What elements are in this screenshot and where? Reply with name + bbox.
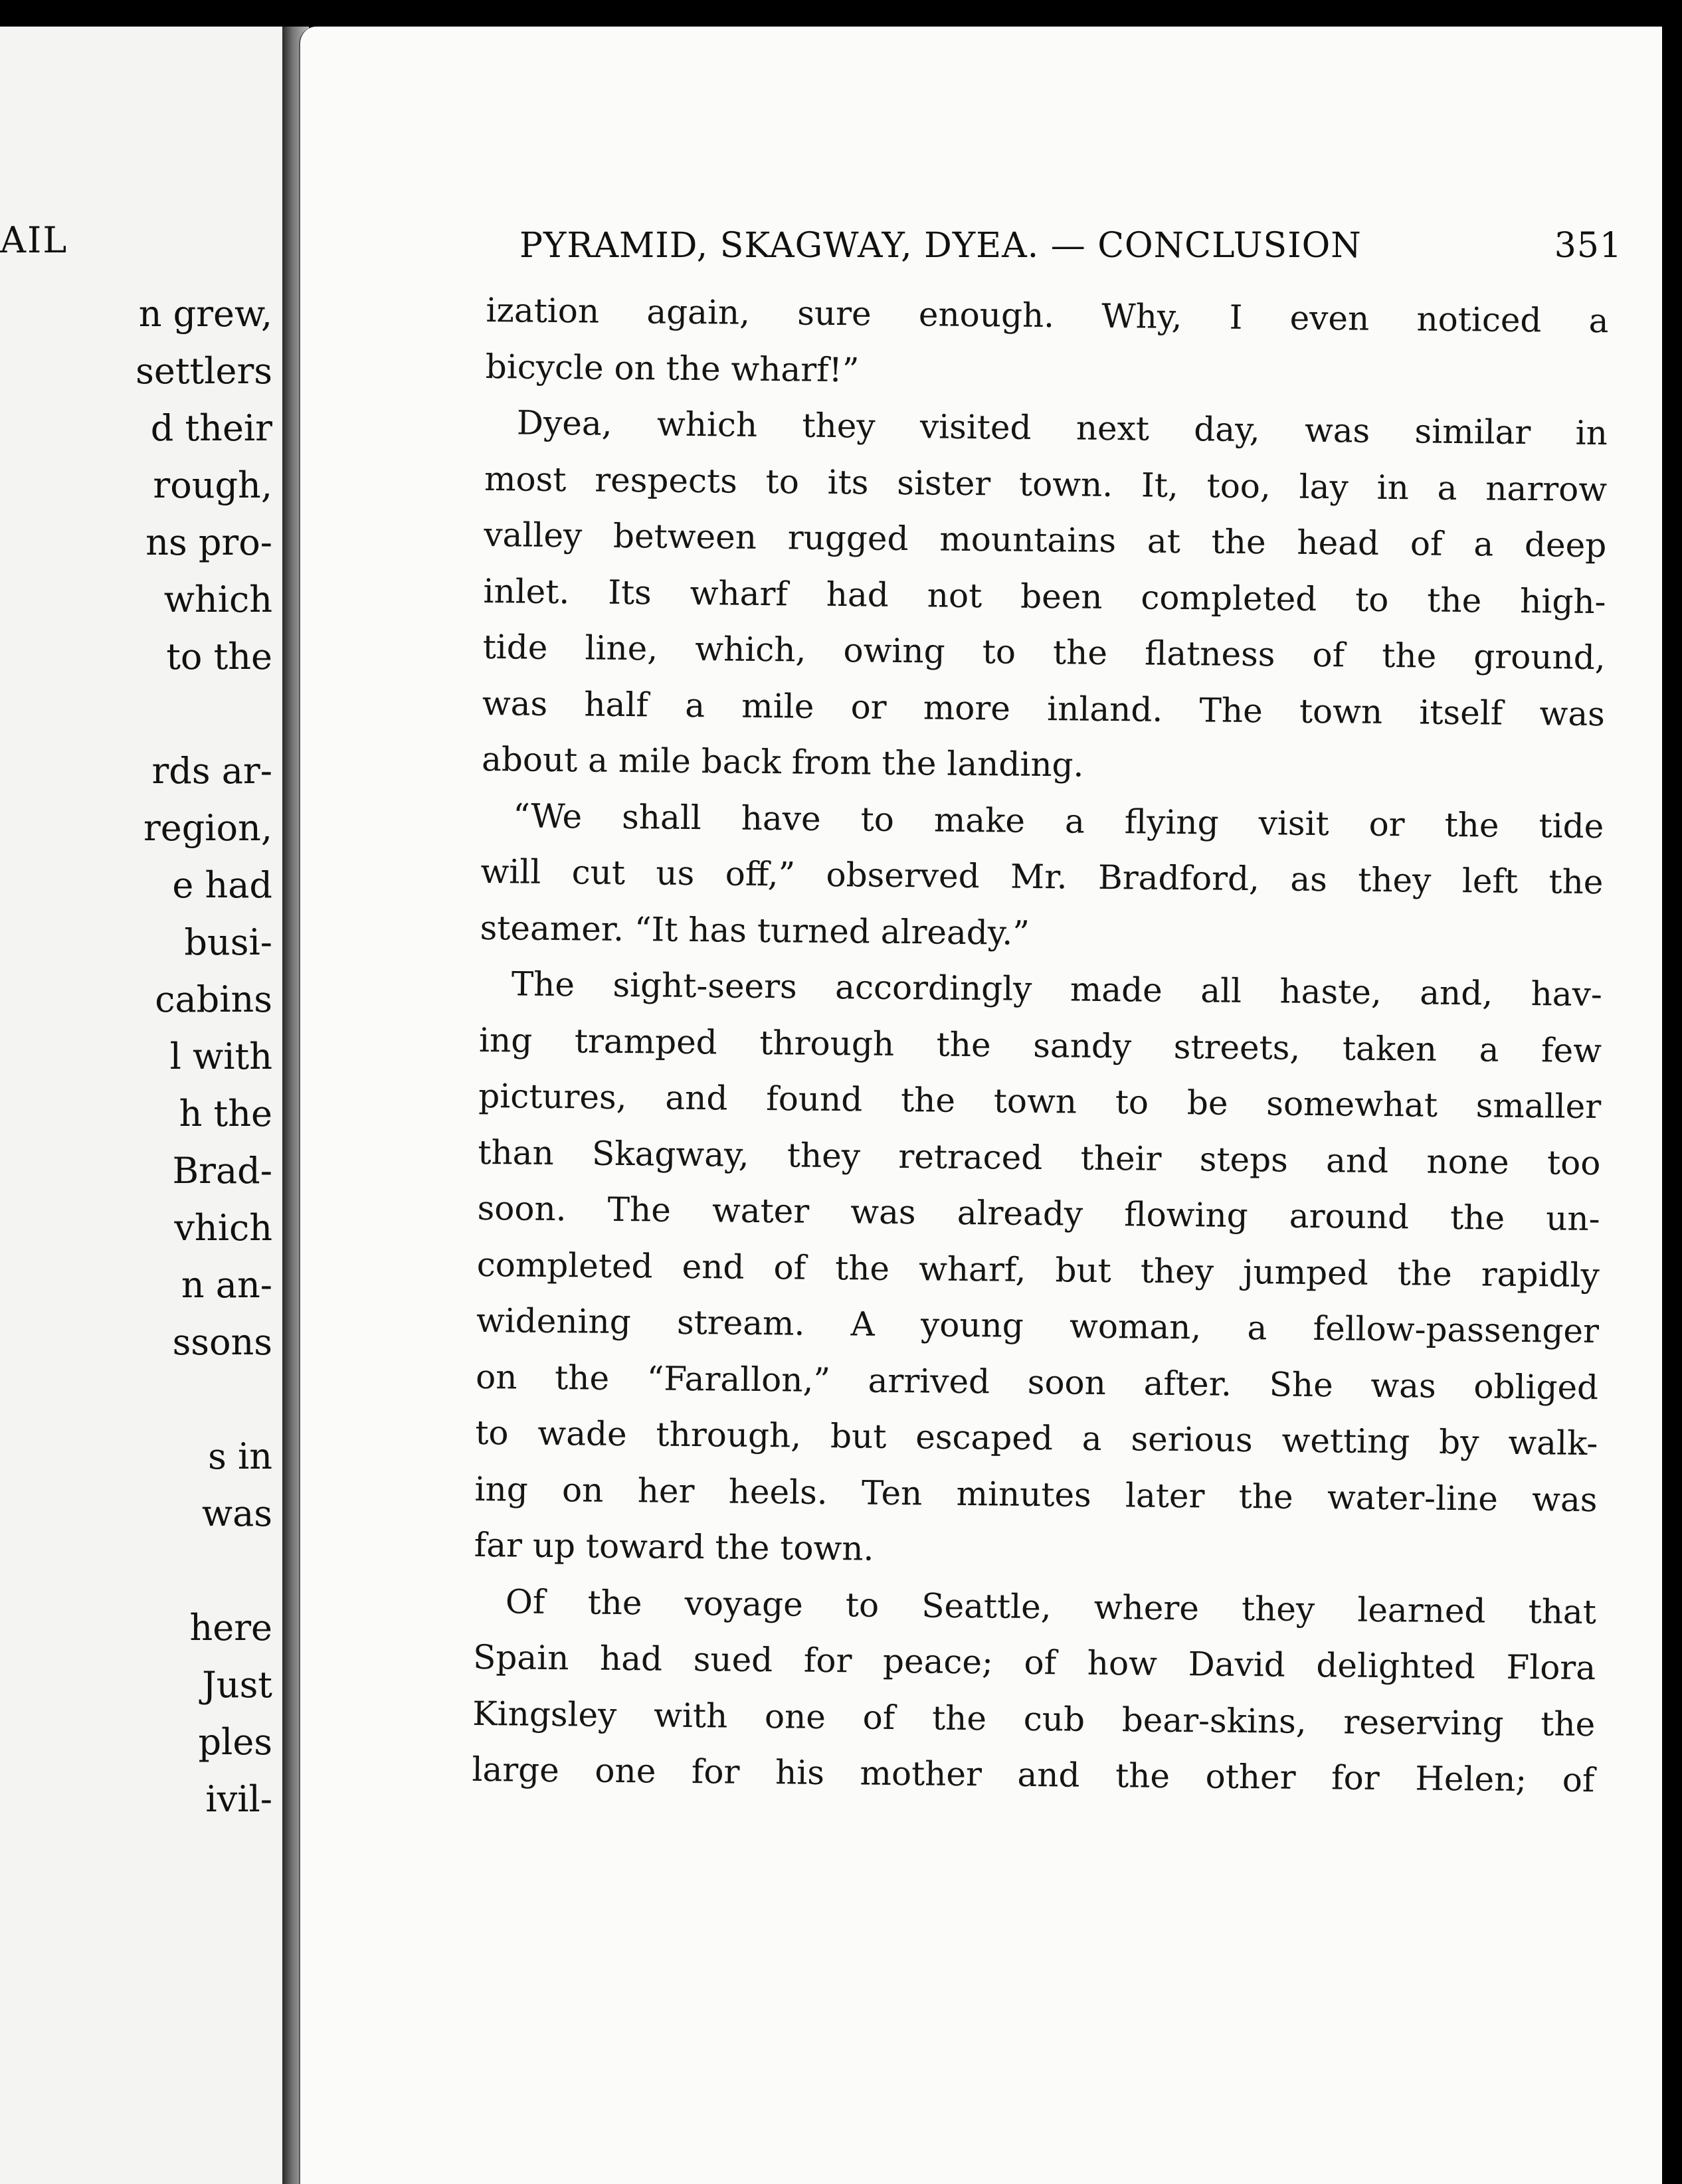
text-line: large one for his mother and the other for Helen; of xyxy=(472,1750,1595,1800)
text-line: than Skagway, they retraced their steps and none too xyxy=(478,1133,1601,1182)
left-line-fragment: here xyxy=(189,1607,272,1649)
left-line-fragment: which xyxy=(163,579,272,620)
left-running-head-fragment: AIL xyxy=(0,219,68,261)
text-line: far up toward the town. xyxy=(474,1525,874,1568)
right-page xyxy=(299,27,1662,2184)
text-line: most respects to its sister town. It, too, lay in a narrow xyxy=(484,459,1608,509)
left-line-fragment: ivil- xyxy=(205,1778,272,1820)
text-line: steamer. “It has turned already.” xyxy=(480,908,1030,953)
left-line-fragment: d their xyxy=(150,407,272,449)
text-line: bicycle on the wharf!” xyxy=(485,347,860,389)
body-text xyxy=(472,282,1629,1809)
left-line-fragment: ns pro- xyxy=(145,521,272,563)
text-line: to wade through, but escaped a serious wetting by walk- xyxy=(475,1413,1598,1463)
left-line-fragment: was xyxy=(201,1493,272,1534)
left-line-fragment: vhich xyxy=(174,1207,272,1249)
text-line: Spain had sued for peace; of how David delighted Flora xyxy=(472,1637,1596,1688)
left-line-fragment: settlers xyxy=(136,350,272,392)
text-line: inlet. Its wharf had not been completed to the high- xyxy=(483,571,1606,621)
text-line: tide line, which, owing to the flatness of the ground, xyxy=(482,627,1606,678)
left-line-fragment xyxy=(0,1542,272,1599)
left-line-fragment: rds ar- xyxy=(151,750,272,792)
left-line-fragment: region, xyxy=(143,807,272,849)
text-line: about a mile back from the landing. xyxy=(481,739,1084,784)
left-line-fragment: s in xyxy=(208,1435,272,1477)
left-line-fragment: busi- xyxy=(184,921,272,963)
text-line: pictures, and found the town to be somewhat smaller xyxy=(478,1076,1602,1127)
left-line-fragment: n an- xyxy=(181,1264,272,1306)
text-line: Dyea, which they visited next day, was similar in xyxy=(516,403,1608,453)
text-line: Kingsley with one of the cub bear-skins, reserving the xyxy=(472,1694,1596,1744)
left-line-fragment: h the xyxy=(179,1093,272,1135)
left-line-fragment: n grew, xyxy=(138,293,272,335)
left-line-fragment xyxy=(0,685,272,743)
left-page-text-fragments xyxy=(0,286,272,1828)
text-line: on the “Farallon,” arrived soon after. She was obliged xyxy=(475,1357,1599,1407)
running-head-title: PYRAMID, SKAGWAY, DYEA. — CONCLUSION xyxy=(519,226,1362,266)
left-line-fragment xyxy=(0,1371,272,1428)
left-line-fragment: Just xyxy=(202,1664,272,1706)
text-line: The sight-seers accordingly made all haste, and, hav- xyxy=(511,964,1603,1014)
left-line-fragment: to the xyxy=(166,636,272,678)
left-page xyxy=(0,27,284,2184)
text-line: ization again, sure enough. Why, I even noticed a xyxy=(486,290,1609,341)
text-line: ing on her heels. Ten minutes later the water-line was xyxy=(474,1469,1598,1519)
text-line: widening stream. A young woman, a fellow-passenger xyxy=(476,1301,1600,1351)
left-line-fragment: e had xyxy=(172,864,272,906)
left-line-fragment: l with xyxy=(169,1036,272,1077)
left-line-fragment: cabins xyxy=(155,978,272,1020)
left-line-fragment: ssons xyxy=(172,1321,272,1363)
text-line: Of the voyage to Seattle, where they learned that xyxy=(505,1582,1597,1631)
text-line: valley between rugged mountains at the head of a deep xyxy=(484,515,1607,565)
text-line: “We shall have to make a flying visit or the tide xyxy=(513,796,1604,846)
left-line-fragment: rough, xyxy=(153,464,272,506)
text-line: was half a mile or more inland. The town itself was xyxy=(482,683,1606,733)
text-line: soon. The water was already flowing around the un- xyxy=(477,1188,1600,1239)
left-line-fragment: ples xyxy=(198,1721,272,1763)
left-line-fragment: Brad- xyxy=(172,1150,272,1192)
text-line: ing tramped through the sandy streets, taken a few xyxy=(478,1020,1602,1070)
text-line: completed end of the wharf, but they jumped the rapidly xyxy=(476,1245,1600,1295)
page-number: 351 xyxy=(1554,226,1622,266)
text-line: will cut us off,” observed Mr. Bradford, as they left the xyxy=(480,852,1604,902)
